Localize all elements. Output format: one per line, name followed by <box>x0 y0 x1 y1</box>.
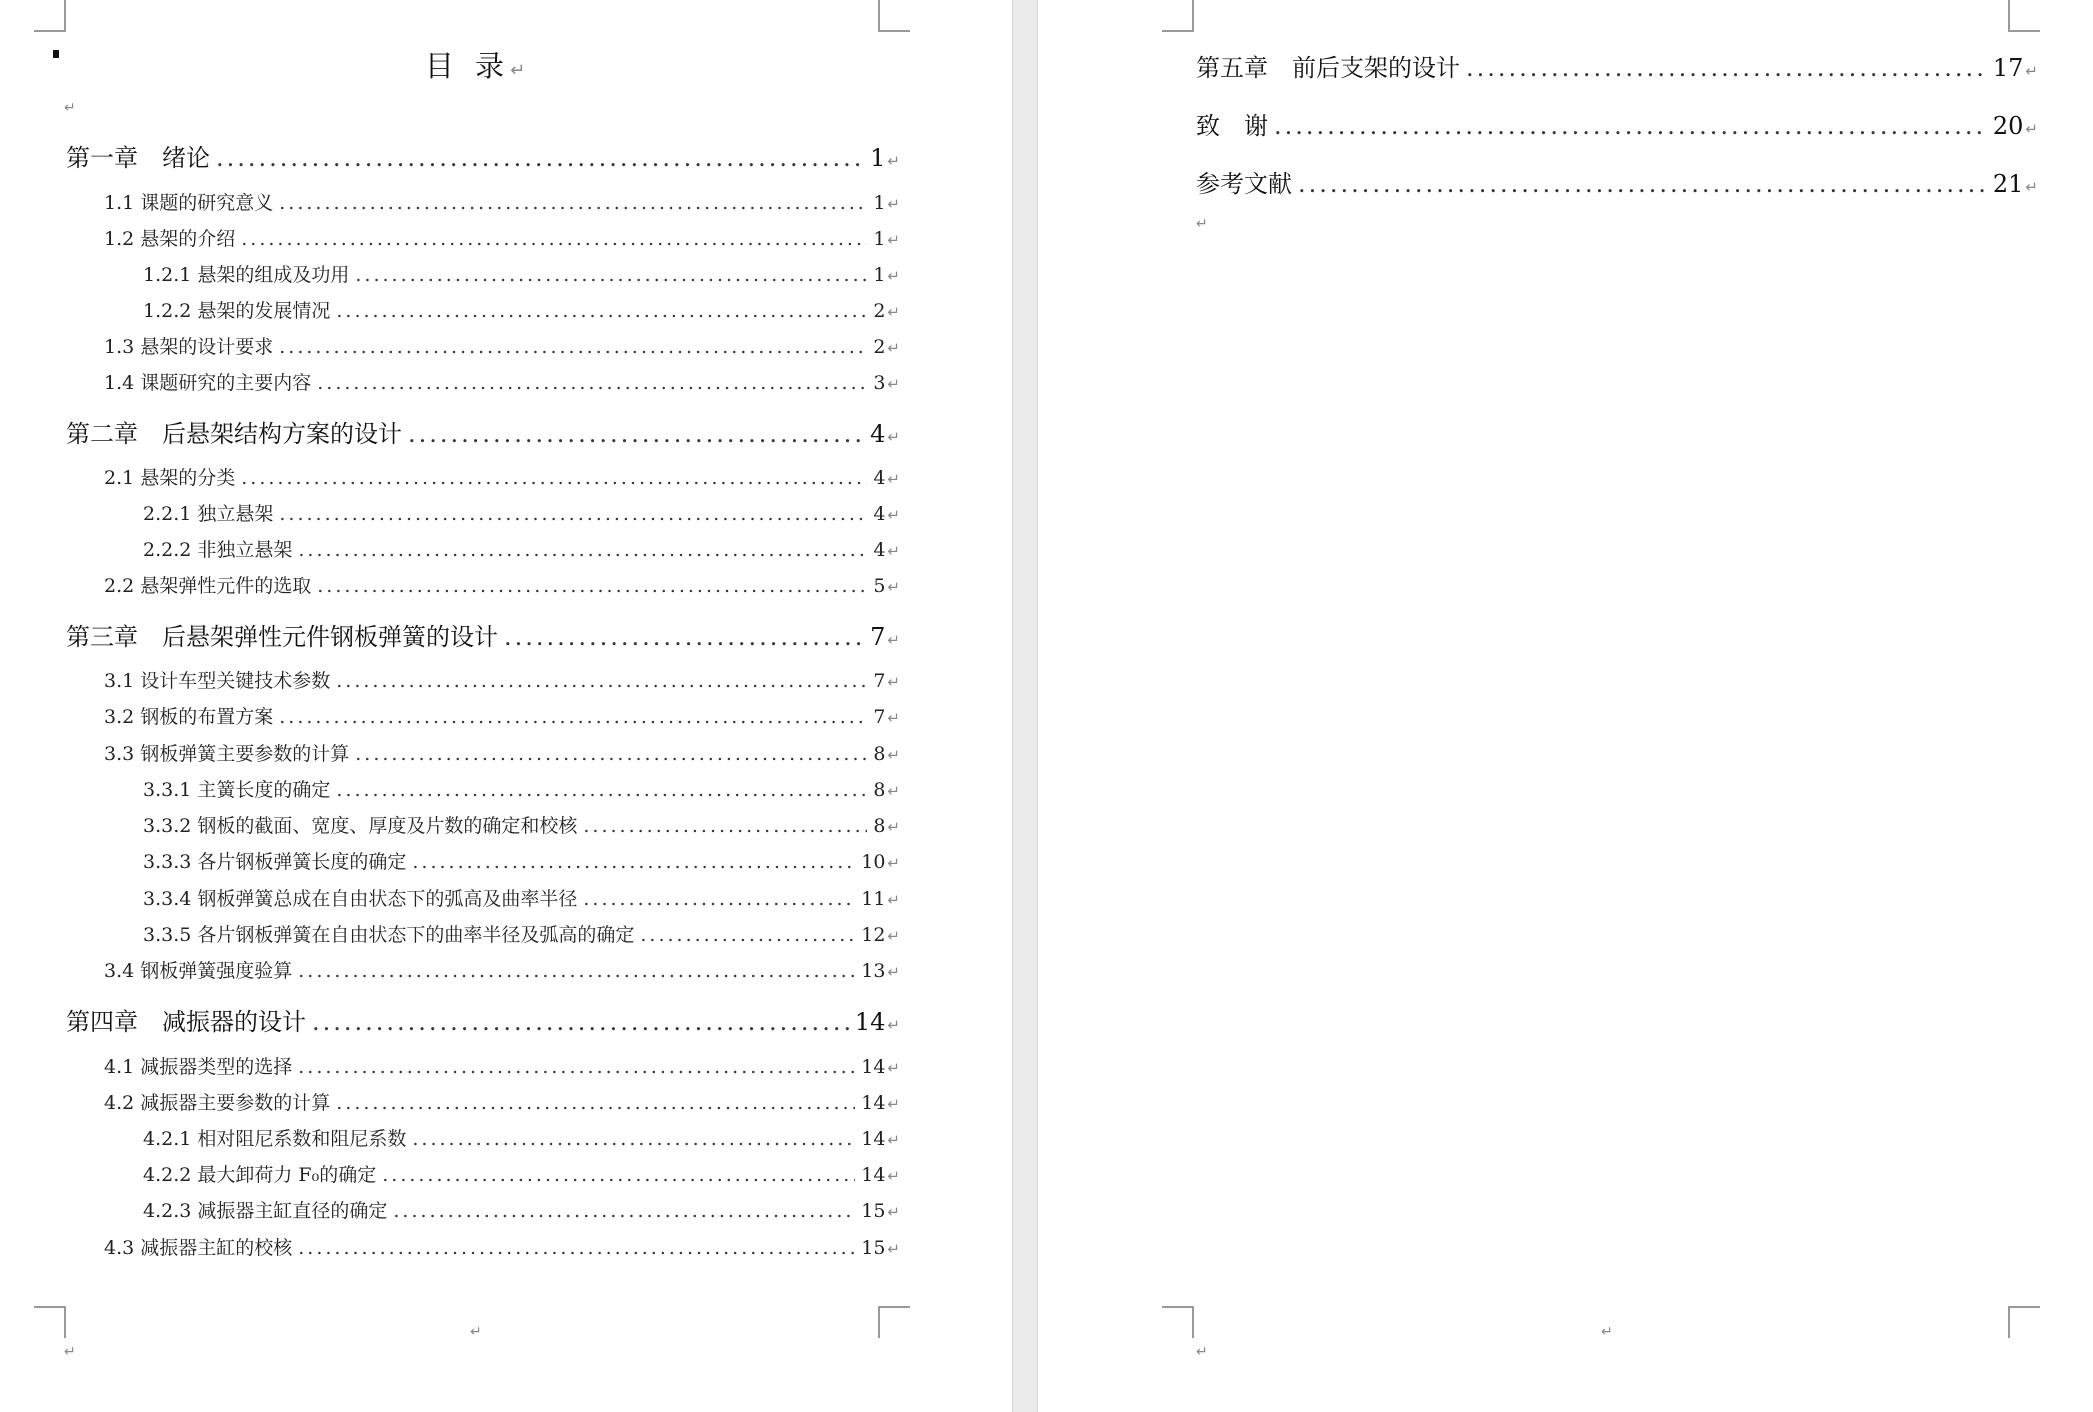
toc-entry[interactable] <box>143 260 900 288</box>
toc-entry-title: 3.3.2 钢板的截面、宽度、厚度及片数的确定和校核 <box>143 815 578 837</box>
toc-entry-title: 2.2.2 非独立悬架 <box>143 539 293 561</box>
toc-leader-dots <box>412 851 855 873</box>
paragraph-mark: ↵ <box>64 100 76 116</box>
toc-entry-title: 3.1 设计车型关键技术参数 <box>104 670 331 692</box>
toc-leader-dots <box>312 1008 849 1036</box>
paragraph-mark: ↵ <box>887 1167 900 1185</box>
paragraph-mark: ↵ <box>887 506 900 524</box>
paragraph-mark: ↵ <box>887 470 900 488</box>
toc-entry-title: 3.3.5 各片钢板弹簧在自由状态下的曲率半径及弧高的确定 <box>143 924 635 946</box>
toc-entry-title: 参考文献 <box>1196 170 1292 198</box>
paragraph-mark: ↵ <box>887 231 900 249</box>
toc-leader-dots <box>336 779 867 801</box>
toc-leader-dots <box>412 1128 855 1150</box>
toc-page-number: 17 <box>1992 54 2024 82</box>
toc-entry[interactable] <box>66 1002 900 1036</box>
toc-entry[interactable] <box>104 1052 900 1080</box>
toc-leader-dots <box>355 264 867 286</box>
toc-entry[interactable] <box>1196 106 2038 140</box>
paragraph-mark: ↵ <box>887 782 900 800</box>
paragraph-mark: ↵ <box>510 60 526 81</box>
toc-page-number: 7 <box>873 706 886 728</box>
toc-entry-title: 2.2.1 独立悬架 <box>143 503 274 525</box>
toc-page-number: 1 <box>870 144 886 172</box>
toc-entry-title: 4.3 减振器主缸的校核 <box>104 1237 293 1259</box>
toc-page-number: 15 <box>861 1237 886 1259</box>
toc-entry-title: 1.3 悬架的设计要求 <box>104 336 274 358</box>
toc-page-number: 12 <box>861 924 886 946</box>
toc-entry-title: 3.3 钢板弹簧主要参数的计算 <box>104 743 350 765</box>
paragraph-mark: ↵ <box>2025 178 2038 196</box>
toc-entry-title: 4.2.2 最大卸荷力 F₀的确定 <box>143 1164 377 1186</box>
toc-entry-title: 第五章 前后支架的设计 <box>1196 54 1460 82</box>
toc-entry[interactable] <box>104 332 900 360</box>
paragraph-mark: ↵ <box>887 1016 900 1034</box>
toc-page-number: 4 <box>873 467 886 489</box>
toc-leader-dots <box>279 706 867 728</box>
toc-entry[interactable] <box>104 666 900 694</box>
toc-page-number: 14 <box>861 1128 886 1150</box>
toc-leader-dots <box>382 1164 855 1186</box>
toc-leader-dots <box>317 372 867 394</box>
toc-entry-title: 3.2 钢板的布置方案 <box>104 706 274 728</box>
toc-page-number: 14 <box>861 1056 886 1078</box>
toc-entry[interactable] <box>143 884 900 912</box>
crop-mark <box>34 0 66 32</box>
toc-entry-title: 4.2.1 相对阻尼系数和阻尼系数 <box>143 1128 407 1150</box>
paragraph-mark: ↵ <box>2025 62 2038 80</box>
toc-leader-dots <box>298 1056 855 1078</box>
toc-page-number: 21 <box>1992 170 2024 198</box>
paragraph-mark: ↵ <box>887 578 900 596</box>
toc-leader-dots <box>336 670 867 692</box>
toc-page-number: 7 <box>873 670 886 692</box>
paragraph-mark: ↵ <box>887 428 900 446</box>
paragraph-mark: ↵ <box>887 818 900 836</box>
paragraph-mark: ↵ <box>1196 1344 1208 1360</box>
paragraph-mark: ↵ <box>1196 216 1208 232</box>
toc-entry[interactable] <box>104 368 900 396</box>
toc-entry[interactable] <box>104 956 900 984</box>
paragraph-mark: ↵ <box>887 891 900 909</box>
toc-page-number: 8 <box>873 815 886 837</box>
toc-entry-title: 2.2 悬架弹性元件的选取 <box>104 575 312 597</box>
paragraph-mark: ↵ <box>887 1131 900 1149</box>
crop-mark <box>2008 1306 2040 1338</box>
toc-entry[interactable] <box>66 617 900 651</box>
toc-entry[interactable] <box>143 775 900 803</box>
toc-entry[interactable] <box>1196 164 2038 198</box>
toc-leader-dots <box>336 1092 855 1114</box>
paragraph-mark: ↵ <box>887 375 900 393</box>
toc-leader-dots <box>298 960 855 982</box>
toc-entry-title: 1.2.1 悬架的组成及功用 <box>143 264 350 286</box>
paragraph-mark: ↵ <box>470 1324 482 1340</box>
toc-leader-dots <box>298 539 867 561</box>
crop-mark <box>2008 0 2040 32</box>
toc-entry-title: 4.2 减振器主要参数的计算 <box>104 1092 331 1114</box>
toc-entry-title: 1.4 课题研究的主要内容 <box>104 372 312 394</box>
toc-title-text: 目 录 <box>424 49 511 83</box>
paragraph-mark: ↵ <box>887 1203 900 1221</box>
toc-entry[interactable] <box>104 463 900 491</box>
toc-entry-title: 第四章 减振器的设计 <box>66 1008 306 1036</box>
toc-page-number: 4 <box>873 539 886 561</box>
toc-leader-dots <box>298 1237 855 1259</box>
page-gap <box>1012 0 1038 1412</box>
toc-entry-title: 3.3.3 各片钢板弹簧长度的确定 <box>143 851 407 873</box>
toc-entry-title: 4.2.3 减振器主缸直径的确定 <box>143 1200 388 1222</box>
toc-leader-dots <box>279 192 867 214</box>
toc-entry-title: 2.1 悬架的分类 <box>104 467 236 489</box>
paragraph-mark: ↵ <box>887 195 900 213</box>
paragraph-mark: ↵ <box>887 542 900 560</box>
toc-page-number: 14 <box>861 1092 886 1114</box>
toc-entry[interactable] <box>143 847 900 875</box>
toc-leader-dots <box>241 228 867 250</box>
toc-entry-title: 1.2.2 悬架的发展情况 <box>143 300 331 322</box>
toc-page-number: 10 <box>861 851 886 873</box>
toc-page-number: 4 <box>870 420 886 448</box>
toc-entry-title: 第一章 绪论 <box>66 144 210 172</box>
toc-entry-title: 3.3.1 主簧长度的确定 <box>143 779 331 801</box>
paragraph-mark: ↵ <box>2025 120 2038 138</box>
paragraph-mark: ↵ <box>887 267 900 285</box>
toc-page-number: 4 <box>873 503 886 525</box>
paragraph-mark: ↵ <box>1601 1324 1613 1340</box>
toc-page-number: 1 <box>873 264 886 286</box>
toc-page-number: 13 <box>861 960 886 982</box>
toc-leader-dots <box>317 575 867 597</box>
toc-entry[interactable] <box>143 1124 900 1152</box>
toc-leader-dots <box>640 924 855 946</box>
toc-page-number: 1 <box>873 228 886 250</box>
toc-page-number: 15 <box>861 1200 886 1222</box>
paragraph-mark: ↵ <box>887 709 900 727</box>
toc-entry[interactable] <box>1196 48 2038 82</box>
crop-mark <box>1162 0 1194 32</box>
toc-entry[interactable] <box>143 1196 900 1224</box>
document-page-left <box>0 0 1012 1412</box>
toc-entry-title: 第三章 后悬架弹性元件钢板弹簧的设计 <box>66 623 498 651</box>
toc-entry-title: 第二章 后悬架结构方案的设计 <box>66 420 402 448</box>
toc-page-number: 3 <box>873 372 886 394</box>
toc-entry[interactable] <box>143 1160 900 1188</box>
toc-leader-dots <box>1298 170 1987 198</box>
toc-leader-dots <box>583 888 855 910</box>
toc-entry[interactable] <box>104 1233 900 1261</box>
paragraph-mark: ↵ <box>64 1344 76 1360</box>
paragraph-mark: ↵ <box>887 854 900 872</box>
toc-page-number: 2 <box>873 300 886 322</box>
toc-page-number: 8 <box>873 779 886 801</box>
toc-page-number: 14 <box>854 1008 886 1036</box>
toc-entry[interactable] <box>104 224 900 252</box>
toc-entry[interactable] <box>104 1088 900 1116</box>
toc-leader-dots <box>241 467 867 489</box>
paragraph-mark: ↵ <box>887 1095 900 1113</box>
toc-entry-title: 3.3.4 钢板弹簧总成在自由状态下的弧高及曲率半径 <box>143 888 578 910</box>
toc-entry[interactable] <box>104 702 900 730</box>
toc-leader-dots <box>1274 112 1987 140</box>
toc-entry[interactable] <box>143 811 900 839</box>
crop-mark <box>878 0 910 32</box>
toc-leader-dots <box>1466 54 1987 82</box>
paragraph-mark: ↵ <box>887 927 900 945</box>
paragraph-mark: ↵ <box>887 152 900 170</box>
toc-page-number: 1 <box>873 192 886 214</box>
toc-entry[interactable] <box>66 138 900 172</box>
toc-page-number: 2 <box>873 336 886 358</box>
toc-leader-dots <box>336 300 867 322</box>
toc-leader-dots <box>393 1200 855 1222</box>
toc-page-number: 7 <box>870 623 886 651</box>
toc-entry-title: 致 谢 <box>1196 112 1268 140</box>
toc-entry[interactable] <box>104 571 900 599</box>
toc-entry[interactable] <box>104 739 900 767</box>
toc-title[interactable] <box>0 44 950 85</box>
toc-leader-dots <box>504 623 864 651</box>
paragraph-mark: ↵ <box>887 303 900 321</box>
toc-page-number: 5 <box>873 575 886 597</box>
toc-entry-title: 3.4 钢板弹簧强度验算 <box>104 960 293 982</box>
toc-leader-dots <box>408 420 864 448</box>
toc-entry[interactable] <box>66 414 900 448</box>
document-page-right <box>1038 0 2093 1412</box>
crop-mark <box>878 1306 910 1338</box>
toc-entry[interactable] <box>104 188 900 216</box>
toc-leader-dots <box>279 336 867 358</box>
toc-entry[interactable] <box>143 296 900 324</box>
toc-leader-dots <box>583 815 867 837</box>
paragraph-mark: ↵ <box>887 339 900 357</box>
crop-mark <box>34 1306 66 1338</box>
toc-leader-dots <box>216 144 864 172</box>
toc-page-number: 14 <box>861 1164 886 1186</box>
toc-entry-title: 4.1 减振器类型的选择 <box>104 1056 293 1078</box>
paragraph-mark: ↵ <box>887 673 900 691</box>
toc-leader-dots <box>355 743 867 765</box>
paragraph-mark: ↵ <box>887 1059 900 1077</box>
paragraph-mark: ↵ <box>887 963 900 981</box>
toc-entry[interactable] <box>143 499 900 527</box>
toc-page-number: 8 <box>873 743 886 765</box>
toc-entry[interactable] <box>143 920 900 948</box>
toc-entry-title: 1.1 课题的研究意义 <box>104 192 274 214</box>
paragraph-mark: ↵ <box>887 746 900 764</box>
toc-entry[interactable] <box>143 535 900 563</box>
toc-leader-dots <box>279 503 867 525</box>
paragraph-mark: ↵ <box>887 1240 900 1258</box>
toc-entry-title: 1.2 悬架的介绍 <box>104 228 236 250</box>
paragraph-mark: ↵ <box>887 631 900 649</box>
toc-page-number: 20 <box>1992 112 2024 140</box>
crop-mark <box>1162 1306 1194 1338</box>
toc-page-number: 11 <box>861 888 886 910</box>
